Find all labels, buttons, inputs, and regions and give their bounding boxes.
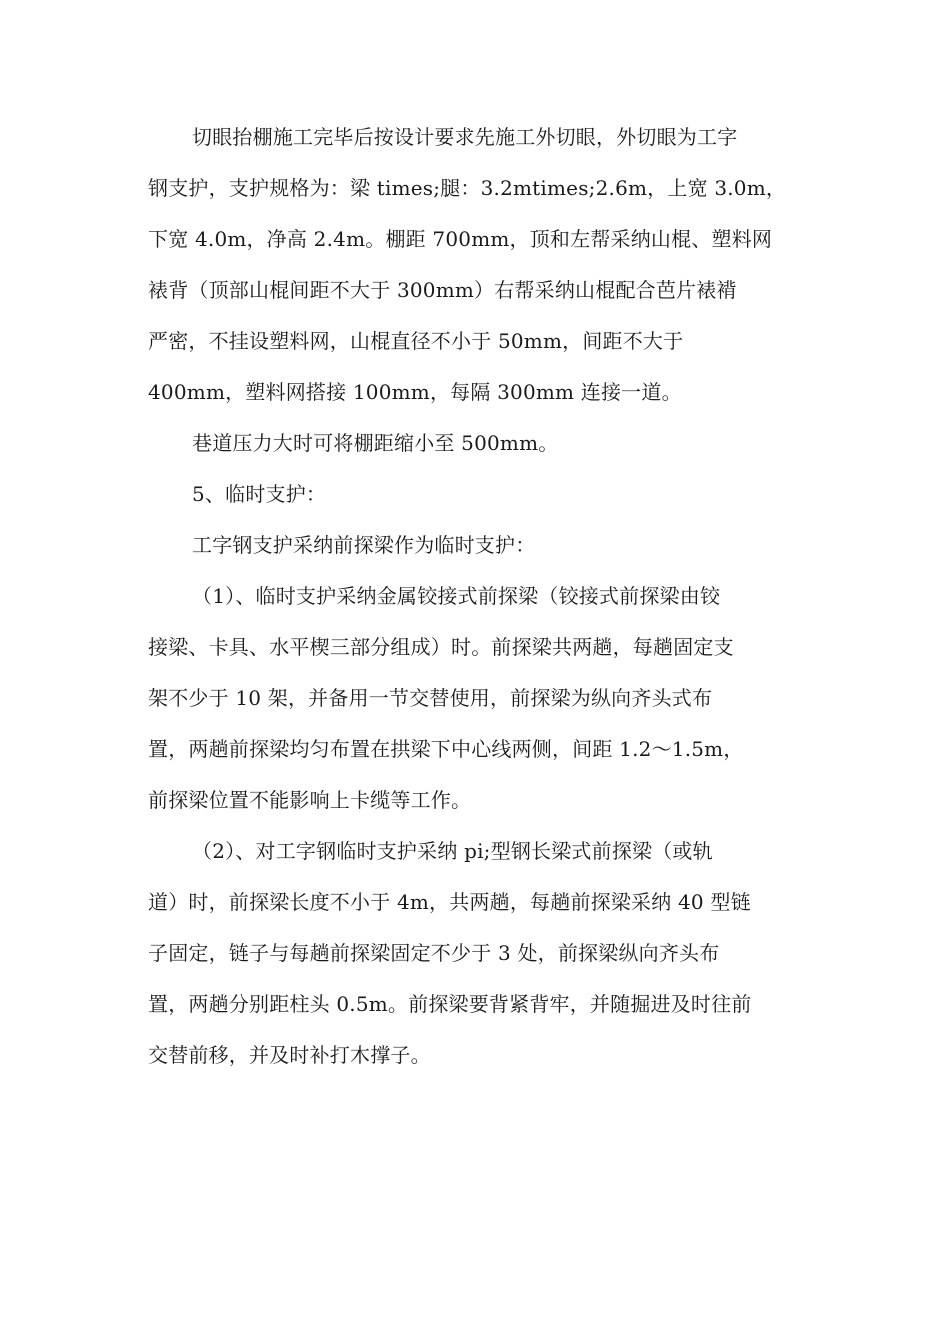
paragraph-line: 钢支护，支护规格为：梁 times;腿：3.2mtimes;2.6m，上宽 3.0m， <box>148 176 787 200</box>
paragraph-line: （2）、对工字钢临时支护采纳 pi;型钢长梁式前探梁（或轨 <box>192 839 713 863</box>
paragraph-line: 置，两趟分别距柱头 0.5m。前探梁要背紧背牢，并随掘进及时往前 <box>148 992 752 1016</box>
paragraph-line: 裱背（顶部山棍间距不大于 300mm）右帮采纳山棍配合芭片裱褙 <box>148 278 737 302</box>
paragraph-line: 置，两趟前探梁均匀布置在拱梁下中心线两侧，间距 1.2～1.5m， <box>148 737 744 761</box>
paragraph-line: 子固定，链子与每趟前探梁固定不少于 3 处，前探梁纵向齐头布 <box>148 941 720 965</box>
paragraph-line: 巷道压力大时可将棚距缩小至 500mm。 <box>192 431 559 455</box>
paragraph-line: 400mm，塑料网搭接 100mm，每隔 300mm 连接一道。 <box>148 380 682 404</box>
paragraph-line: 前探梁位置不能影响上卡缆等工作。 <box>148 788 472 812</box>
paragraph-line: 下宽 4.0m，净高 2.4m。棚距 700mm，顶和左帮采纳山棍、塑料网 <box>148 227 773 251</box>
paragraph-line: （1）、临时支护采纳金属铰接式前探梁（铰接式前探梁由铰 <box>192 584 721 608</box>
paragraph-line: 切眼抬棚施工完毕后按设计要求先施工外切眼，外切眼为工字 <box>192 125 738 149</box>
paragraph-line: 工字钢支护采纳前探梁作为临时支护： <box>192 533 536 557</box>
paragraph-line: 道）时，前探梁长度不小于 4m，共两趟，每趟前探梁采纳 40 型链 <box>148 890 751 914</box>
paragraph-line: 架不少于 10 架，并备用一节交替使用，前探梁为纵向齐头式布 <box>148 686 713 710</box>
paragraph-line: 接梁、卡具、水平楔三部分组成）时。前探梁共两趟，每趟固定支 <box>148 635 734 659</box>
paragraph-line: 严密，不挂设塑料网，山棍直径不小于 50mm，间距不大于 <box>148 329 684 353</box>
document-body <box>148 112 808 1081</box>
paragraph-line: 交替前移，并及时补打木撑子。 <box>148 1043 431 1067</box>
section-heading: 5、临时支护： <box>192 482 327 506</box>
